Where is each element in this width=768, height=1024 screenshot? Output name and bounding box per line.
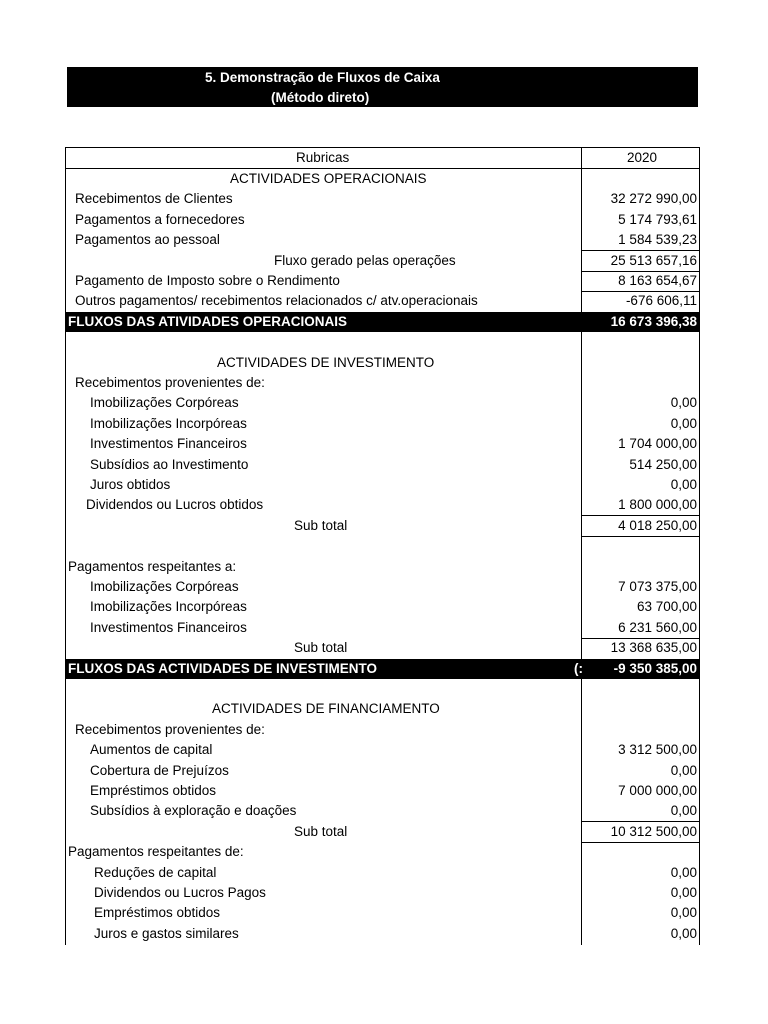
row-label: Dividendos ou Lucros Pagos — [94, 885, 266, 900]
row-value: 7 000 000,00 — [618, 783, 697, 798]
total-row — [66, 312, 699, 332]
table-row — [66, 720, 699, 740]
table-row — [66, 271, 699, 291]
total-row — [66, 659, 699, 679]
row-label: ACTIVIDADES DE FINANCIAMENTO — [212, 701, 440, 717]
row-value: 32 272 990,00 — [610, 191, 697, 207]
table-row — [66, 699, 699, 719]
table-row — [66, 781, 699, 801]
row-value: 1 584 539,23 — [618, 232, 697, 248]
row-label: Imobilizações Corpóreas — [90, 395, 239, 411]
table-row — [66, 332, 699, 352]
row-value: 16 673 396,38 — [610, 313, 697, 329]
row-value: 0,00 — [670, 905, 697, 921]
table-row — [66, 251, 699, 271]
table-row — [66, 822, 699, 842]
table-row — [66, 740, 699, 760]
row-value: 0,00 — [670, 925, 697, 941]
row-label: Sub total — [294, 517, 348, 533]
row-label: ACTIVIDADES DE INVESTIMENTO — [217, 354, 435, 370]
table-row — [66, 353, 699, 373]
row-label: Sub total — [294, 640, 348, 656]
row-value: 0,00 — [670, 415, 697, 431]
row-label: Aumentos de capital — [90, 742, 213, 758]
row-label: Subsídios ao Investimento — [90, 456, 249, 472]
table-row — [66, 618, 699, 638]
table-row — [66, 924, 699, 944]
table-row — [66, 291, 699, 311]
row-value: 13 368 635,00 — [610, 640, 697, 656]
header-subtitle-bar — [67, 87, 698, 107]
table-row — [66, 577, 699, 597]
row-label: Empréstimos obtidos — [90, 783, 217, 798]
row-value: 1 800 000,00 — [618, 497, 697, 513]
row-label: Juros e gastos similares — [94, 925, 239, 941]
table-row — [66, 434, 699, 454]
row-label: Juros obtidos — [90, 477, 171, 492]
row-value: 6 231 560,00 — [618, 619, 697, 635]
row-value: 5 174 793,61 — [618, 211, 697, 227]
row-value: 10 312 500,00 — [610, 823, 697, 839]
table-row — [66, 638, 699, 658]
table-row — [66, 393, 699, 413]
row-label: Pagamentos respeitantes de: — [68, 844, 244, 860]
table-row — [66, 863, 699, 883]
page-title: 5. Demonstração de Fluxos de Caixa — [205, 69, 440, 85]
row-value: 63 700,00 — [636, 599, 697, 615]
row-label: FLUXOS DAS ACTIVIDADES DE INVESTIMENTO — [68, 660, 378, 676]
row-value: 0,00 — [670, 762, 697, 778]
row-label: Investimentos Financeiros — [90, 436, 247, 452]
row-label: Empréstimos obtidos — [94, 905, 221, 921]
row-label: Cobertura de Prejuízos — [90, 762, 229, 778]
column-header-year: 2020 — [626, 150, 657, 165]
row-value: 0,00 — [670, 395, 697, 411]
row-label: Pagamentos a fornecedores — [75, 211, 245, 227]
row-label: FLUXOS DAS ATIVIDADES OPERACIONAIS — [68, 313, 348, 329]
table-row — [66, 883, 699, 903]
table-header-row — [66, 148, 699, 168]
row-label: Sub total — [294, 823, 348, 839]
row-extra-mark: (: — [574, 660, 583, 676]
row-label: Imobilizações Corpóreas — [90, 579, 239, 594]
row-value: -9 350 385,00 — [613, 660, 697, 676]
table-row — [66, 455, 699, 475]
row-value: 4 018 250,00 — [618, 517, 697, 533]
row-label: Recebimentos provenientes de: — [75, 721, 265, 737]
table-row — [66, 903, 699, 923]
table-row — [66, 189, 699, 209]
row-value: 0,00 — [670, 864, 697, 880]
table-row — [66, 679, 699, 699]
row-label: Outros pagamentos/ recebimentos relacionados c/ atv.operacionais — [75, 293, 478, 309]
row-label: Reduções de capital — [94, 864, 217, 880]
row-label: Imobilizações Incorpóreas — [90, 599, 247, 615]
row-label: Dividendos ou Lucros obtidos — [86, 497, 264, 513]
table-row — [66, 842, 699, 862]
row-value: 8 163 654,67 — [618, 273, 697, 288]
row-label: Recebimentos provenientes de: — [75, 375, 265, 390]
table-row — [66, 536, 699, 556]
column-header-rubricas: Rubricas — [296, 150, 350, 165]
cash-flow-table — [65, 147, 700, 945]
row-label: Pagamentos respeitantes a: — [68, 558, 237, 574]
table-row — [66, 210, 699, 230]
table-row — [66, 169, 699, 189]
row-label: Imobilizações Incorpóreas — [90, 415, 247, 431]
row-value: 25 513 657,16 — [610, 252, 697, 268]
table-row — [66, 761, 699, 781]
row-label: Investimentos Financeiros — [90, 619, 247, 635]
header-title-bar — [67, 67, 698, 87]
table-row — [66, 230, 699, 250]
row-value: 3 312 500,00 — [618, 742, 697, 758]
row-value: 514 250,00 — [629, 456, 697, 472]
table-row — [66, 475, 699, 495]
row-label: ACTIVIDADES OPERACIONAIS — [230, 171, 427, 186]
table-row — [66, 373, 699, 393]
row-label: Fluxo gerado pelas operações — [274, 252, 456, 268]
table-row — [66, 597, 699, 617]
row-value: -676 606,11 — [625, 293, 697, 309]
row-value: 0,00 — [670, 477, 697, 492]
table-row — [66, 557, 699, 577]
row-label: Pagamentos ao pessoal — [75, 232, 220, 248]
table-row — [66, 801, 699, 821]
page-subtitle: (Método direto) — [271, 89, 370, 105]
row-label: Recebimentos de Clientes — [75, 191, 233, 207]
row-value: 1 704 000,00 — [618, 436, 697, 452]
row-value: 7 073 375,00 — [618, 579, 697, 594]
row-label: Pagamento de Imposto sobre o Rendimento — [75, 273, 340, 288]
table-row — [66, 495, 699, 515]
row-value: 0,00 — [670, 803, 697, 819]
table-row — [66, 516, 699, 536]
row-label: Subsídios à exploração e doações — [90, 803, 297, 819]
row-value: 0,00 — [670, 885, 697, 900]
table-row — [66, 414, 699, 434]
